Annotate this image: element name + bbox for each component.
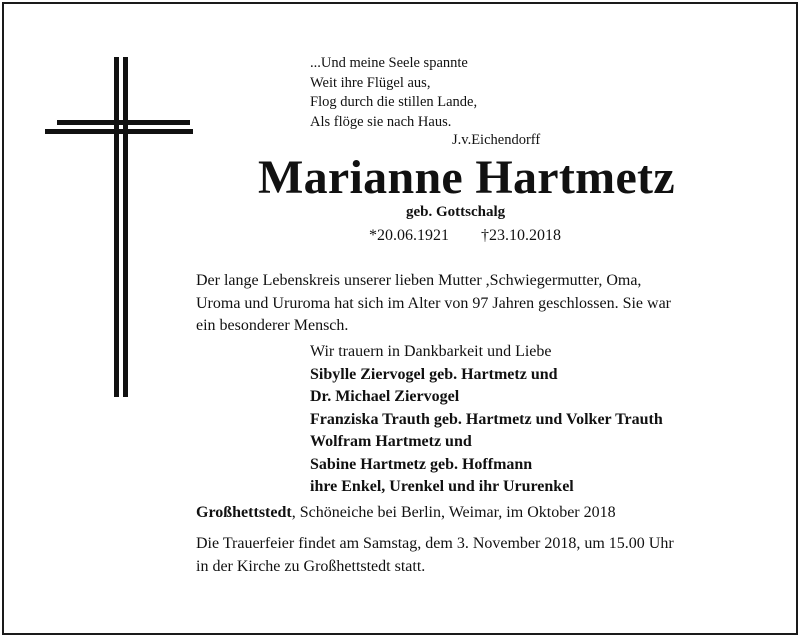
- mourner-name: ihre Enkel, Urenkel und ihr Ururenkel: [310, 478, 574, 495]
- paragraph-line: ein besonderer Mensch.: [196, 317, 349, 334]
- mourner-name: Sabine Hartmetz geb. Hoffmann: [310, 455, 533, 473]
- mourner-name: Dr. Michael Ziervogel: [310, 388, 460, 405]
- mourner-name: Sibylle Ziervogel geb. Hartmetz und: [310, 365, 558, 383]
- birth-date: *20.06.1921: [369, 227, 449, 244]
- funeral-line: Die Trauerfeier findet am Samstag, dem 3. November 2018, um 15.00 Uhr: [196, 535, 674, 552]
- mourner-name: Franziska Trauth geb. Hartmetz und Volker Trauth: [310, 410, 663, 428]
- poem-line: Als flöge sie nach Haus.: [310, 113, 452, 130]
- mourner-name: Wolfram Hartmetz und: [310, 433, 472, 450]
- funeral-info: [196, 533, 674, 578]
- deceased-name: Marianne Hartmetz: [258, 151, 675, 204]
- death-date: †23.10.2018: [481, 227, 561, 244]
- obituary-paragraph: [196, 270, 671, 338]
- mourners-block: [310, 341, 663, 499]
- poem-line: Flog durch die stillen Lande,: [310, 94, 478, 110]
- poem-line: ...Und meine Seele spannte: [310, 55, 468, 71]
- funeral-line: in der Kirche zu Großhettstedt statt.: [196, 557, 426, 575]
- place-date: [196, 504, 616, 522]
- poem-author: J.v.Eichendorff: [452, 132, 541, 148]
- town-name: Großhettstedt: [196, 504, 292, 521]
- paragraph-line: Der lange Lebenskreis unserer lieben Mutter ,Schwiegermutter, Oma,: [196, 272, 642, 289]
- place-date-rest: , Schöneiche bei Berlin, Weimar, im Oktober 2018: [291, 504, 616, 521]
- mourners-intro: Wir trauern in Dankbarkeit und Liebe: [310, 343, 552, 360]
- birth-name: geb. Gottschalg: [406, 204, 506, 220]
- poem-line: Weit ihre Flügel aus,: [310, 74, 431, 91]
- paragraph-line: Uroma und Ururoma hat sich im Alter von 97 Jahren geschlossen. Sie war: [196, 294, 672, 312]
- poem: [310, 54, 477, 132]
